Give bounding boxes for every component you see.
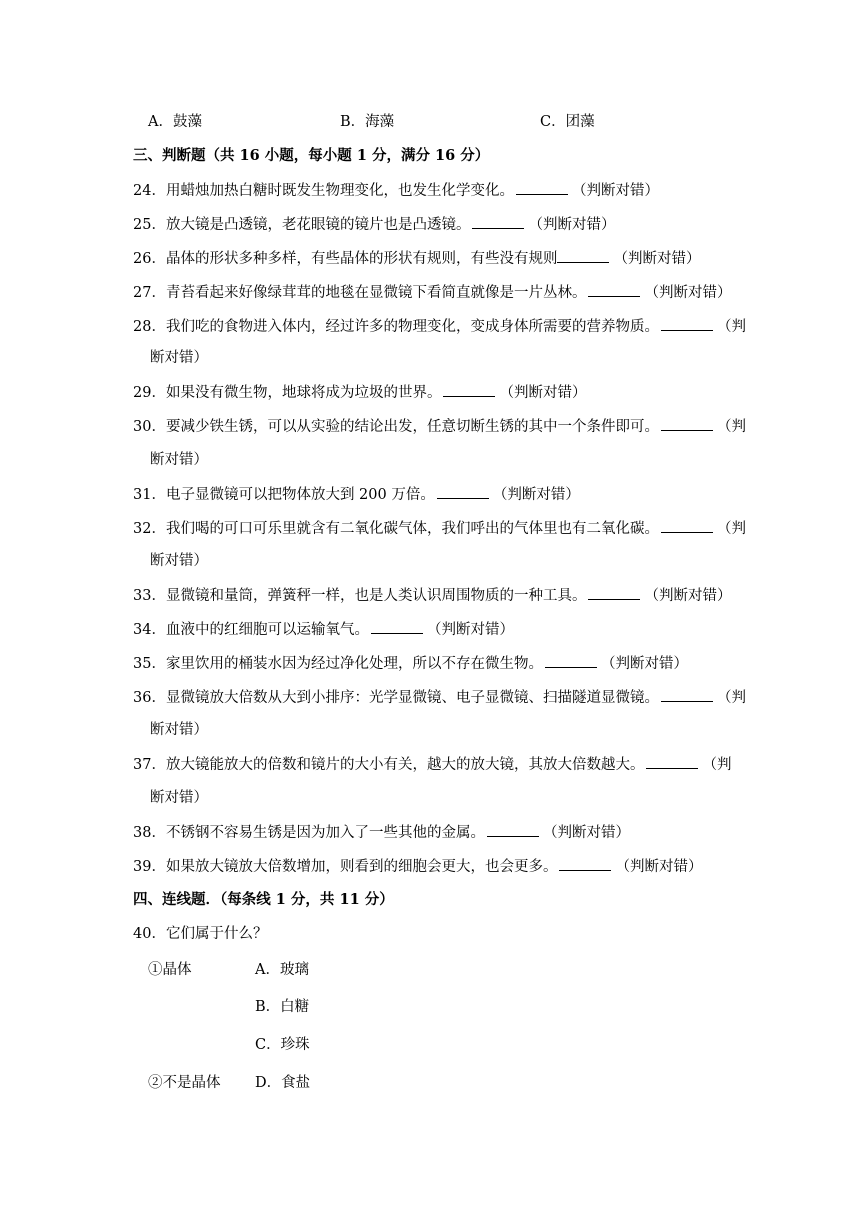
option-b: B．海藻 xyxy=(340,114,395,130)
judge-suffix: （判断对错） xyxy=(499,385,587,401)
question-28 xyxy=(133,316,746,337)
answer-blank[interactable] xyxy=(487,822,539,837)
question-number: 24． xyxy=(133,183,166,199)
question-number: 36． xyxy=(133,690,166,706)
question-32-continued: 断对错） xyxy=(150,553,208,569)
section-3-title: 三、判断题（共 16 小题，每小题 1 分，满分 16 分） xyxy=(133,147,490,164)
answer-blank[interactable] xyxy=(646,754,698,769)
question-number: 25． xyxy=(133,217,166,233)
answer-blank[interactable] xyxy=(559,856,611,871)
question-26 xyxy=(133,248,700,269)
question-39 xyxy=(133,856,702,877)
question-number: 28． xyxy=(133,319,166,335)
question-24 xyxy=(133,180,659,201)
question-number: 38． xyxy=(133,825,166,841)
question-text: 晶体的形状多种多样，有些晶体的形状有规则，有些没有规则 xyxy=(165,251,558,267)
right-item-b: B．白糖 xyxy=(255,999,310,1015)
right-item-a: A．玻璃 xyxy=(255,962,309,978)
question-text: 青苔看起来好像绿茸茸的地毯在显微镜下看简直就像是一片丛林。 xyxy=(165,285,587,301)
question-40 xyxy=(133,924,267,944)
judge-suffix: （判断对错） xyxy=(426,622,514,638)
judge-suffix: （判 xyxy=(716,319,746,335)
question-text: 我们喝的可口可乐里就含有二氧化碳气体，我们呼出的气体里也有二氧化碳。 xyxy=(165,521,659,537)
question-text: 用蜡烛加热白糖时既发生物理变化，也发生化学变化。 xyxy=(165,183,514,199)
question-text: 放大镜能放大的倍数和镜片的大小有关，越大的放大镜，其放大倍数越大。 xyxy=(165,757,645,773)
judge-suffix: （判断对错） xyxy=(644,285,732,301)
answer-blank[interactable] xyxy=(588,282,640,297)
question-text: 我们吃的食物进入体内，经过许多的物理变化，变成身体所需要的营养物质。 xyxy=(165,319,659,335)
question-text: 要减少铁生锈，可以从实验的结论出发，任意切断生锈的其中一个条件即可。 xyxy=(165,419,659,435)
answer-blank[interactable] xyxy=(588,585,640,600)
judge-suffix: （判 xyxy=(716,690,746,706)
judge-suffix: （判断对错） xyxy=(528,217,616,233)
question-number: 31． xyxy=(133,487,166,503)
question-text: 电子显微镜可以把物体放大到 200 万倍。 xyxy=(165,487,435,503)
question-32 xyxy=(133,518,746,539)
question-29 xyxy=(133,382,586,403)
option-a: A．鼓藻 xyxy=(148,114,202,130)
question-text: 如果放大镜放大倍数增加，则看到的细胞会更大，也会更多。 xyxy=(165,859,558,875)
question-number: 26． xyxy=(133,251,166,267)
section-4-title: 四、连线题．（每条线 1 分，共 11 分） xyxy=(133,891,394,908)
answer-blank[interactable] xyxy=(472,214,524,229)
judge-suffix: （判 xyxy=(716,419,746,435)
judge-suffix: （判断对错） xyxy=(613,251,701,267)
question-31 xyxy=(133,484,580,505)
question-38 xyxy=(133,822,630,843)
answer-blank[interactable] xyxy=(661,416,713,431)
question-number: 33． xyxy=(133,588,166,604)
judge-suffix: （判断对错） xyxy=(492,487,580,503)
question-number: 32． xyxy=(133,521,166,537)
right-item-d: D．食盐 xyxy=(255,1075,311,1091)
left-item-non-crystal: ②不是晶体 xyxy=(148,1075,221,1091)
question-35 xyxy=(133,653,688,674)
answer-blank[interactable] xyxy=(545,653,597,668)
question-28-continued: 断对错） xyxy=(150,350,208,366)
question-25 xyxy=(133,214,615,235)
answer-blank[interactable] xyxy=(443,382,495,397)
question-number: 35． xyxy=(133,656,166,672)
judge-suffix: （判断对错） xyxy=(542,825,630,841)
question-text: 显微镜放大倍数从大到小排序：光学显微镜、电子显微镜、扫描隧道显微镜。 xyxy=(165,690,659,706)
question-text: 显微镜和量筒，弹簧秤一样，也是人类认识周围物质的一种工具。 xyxy=(165,588,587,604)
question-number: 27． xyxy=(133,285,166,301)
question-number: 40． xyxy=(133,926,166,942)
judge-suffix: （判 xyxy=(702,757,732,773)
answer-blank[interactable] xyxy=(437,484,489,499)
option-c: C．团藻 xyxy=(540,114,595,130)
question-number: 30． xyxy=(133,419,166,435)
question-number: 39． xyxy=(133,859,166,875)
answer-blank[interactable] xyxy=(557,248,609,263)
question-37-continued: 断对错） xyxy=(150,790,208,806)
question-36-continued: 断对错） xyxy=(150,722,208,738)
judge-suffix: （判断对错） xyxy=(600,656,688,672)
question-number: 34． xyxy=(133,622,166,638)
question-30 xyxy=(133,416,746,437)
answer-blank[interactable] xyxy=(516,180,568,195)
answer-blank[interactable] xyxy=(661,687,713,702)
question-number: 37． xyxy=(133,757,166,773)
question-34 xyxy=(133,619,514,640)
question-text: 放大镜是凸透镜，老花眼镜的镜片也是凸透镜。 xyxy=(165,217,471,233)
question-36 xyxy=(133,687,746,708)
judge-suffix: （判 xyxy=(716,521,746,537)
question-text: 它们属于什么？ xyxy=(165,926,268,942)
question-30-continued: 断对错） xyxy=(150,452,208,468)
question-33 xyxy=(133,585,731,606)
question-text: 不锈钢不容易生锈是因为加入了一些其他的金属。 xyxy=(165,825,485,841)
right-item-c: C．珍珠 xyxy=(255,1037,310,1053)
left-item-crystal: ①晶体 xyxy=(148,962,192,978)
judge-suffix: （判断对错） xyxy=(644,588,732,604)
question-27 xyxy=(133,282,731,303)
question-text: 家里饮用的桶装水因为经过净化处理，所以不存在微生物。 xyxy=(165,656,543,672)
question-text: 如果没有微生物，地球将成为垃圾的世界。 xyxy=(165,385,442,401)
question-37 xyxy=(133,754,731,775)
question-text: 血液中的红细胞可以运输氧气。 xyxy=(165,622,369,638)
answer-blank[interactable] xyxy=(661,316,713,331)
answer-blank[interactable] xyxy=(661,518,713,533)
judge-suffix: （判断对错） xyxy=(615,859,703,875)
judge-suffix: （判断对错） xyxy=(571,183,659,199)
question-number: 29． xyxy=(133,385,166,401)
answer-blank[interactable] xyxy=(371,619,423,634)
